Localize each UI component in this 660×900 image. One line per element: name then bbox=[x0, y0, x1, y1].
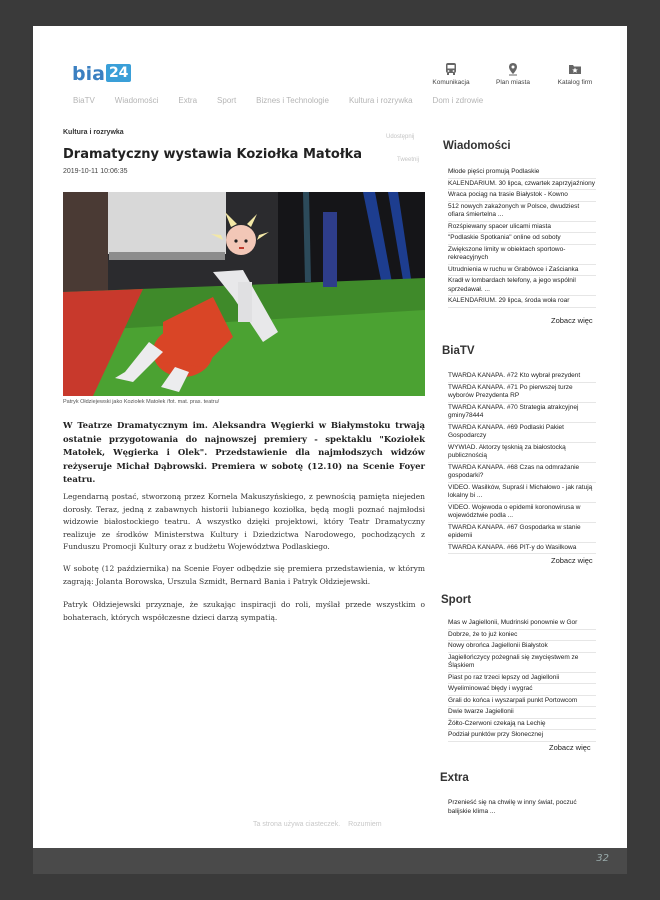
list-item[interactable]: Młode pięści promują Podlaskie bbox=[448, 167, 596, 179]
nav-item-wiadomosci[interactable]: Wiadomości bbox=[114, 96, 159, 105]
main-nav bbox=[73, 96, 483, 105]
article-photo bbox=[63, 192, 425, 396]
cookie-text: Ta strona używa ciasteczek. bbox=[253, 821, 341, 828]
scanned-page bbox=[33, 26, 627, 874]
list-item[interactable]: Nowy obrońca Jagiellonii Białystok bbox=[448, 641, 596, 653]
nav-item-extra[interactable]: Extra bbox=[178, 96, 198, 105]
list-item[interactable]: KALENDARIUM. 30 lipca, czwartek zaprzyjaźniony bbox=[448, 179, 596, 191]
list-item[interactable]: TWARDA KANAPA. #68 Czas na odmrażanie gospodarki? bbox=[448, 463, 596, 483]
list-item[interactable]: Rozśpiewany spacer ulicami miasta bbox=[448, 222, 596, 234]
header-tools bbox=[429, 62, 597, 86]
article-paragraph: W sobotę (12 października) na Scenie Foyer odbędzie się premiera przedstawienia, w którym zagrają: Jolanta Borowska, Urszula Szmidt, Bernard Bania i Patryk Ołdziejewski. bbox=[63, 564, 425, 586]
article-paragraph: Legendarną postać, stworzoną przez Kornela Makuszyńskiego, z pewnością pamięta niejeden dorosły. Teraz, jedną z zabawnych historii lubianego koziołka, będą mogli poznać najmłodsi widzowie białostockiego teatru. A wszystko dzięki projektowi, który Teatr Dramatyczny realizuje ze środków Ministerstwa Kultury i Dziedzictwa Narodowego, pochodzących z Funduszu Promocji Kultury oraz z budżetu Województwa Podlaskiego. bbox=[63, 492, 425, 551]
tool-label: Plan miasta bbox=[496, 79, 530, 86]
nav-item-biznes[interactable]: Biznes i Technologie bbox=[256, 96, 329, 105]
star-folder-icon bbox=[568, 62, 582, 76]
list-item[interactable]: "Podlaskie Spotkania" online od soboty bbox=[448, 233, 596, 245]
cookie-banner bbox=[253, 821, 382, 828]
list-item[interactable]: Jagiellończycy pożegnali się zwycięstwem ze Śląskiem bbox=[448, 653, 596, 673]
article-lead: W Teatrze Dramatycznym im. Aleksandra Węgierki w Białymstoku trwają ostatnie przygotowania do najnowszej premiery - spektaklu "Koziołek Matołek, Węgierka i Olek". Przedstawienie dla najmłodszych widzów reżyseruje Michał Dąbrowski. Premiera w sobotę (12.10) na Scenie Foyer teatru. bbox=[63, 421, 425, 485]
list-item[interactable]: TWARDA KANAPA. #70 Strategia atrakcyjnej gminy78444 bbox=[448, 403, 596, 423]
more-link-wiadomosci[interactable]: Zobacz więc bbox=[551, 316, 593, 325]
list-item[interactable]: Dwie twarze Jagiellonii bbox=[448, 707, 596, 719]
cookie-accept-button[interactable]: Rozumiem bbox=[348, 821, 382, 828]
list-item[interactable]: Żółto-Czerwoni czekają na Lechię bbox=[448, 719, 596, 731]
share-button[interactable]: Udostępnij bbox=[386, 134, 415, 140]
tweet-button[interactable]: Tweetnij bbox=[397, 157, 420, 163]
list-item[interactable]: Mas w Jagiellonii, Mudrinski ponownie w Gor bbox=[448, 618, 596, 630]
sidebar-list-sport bbox=[448, 618, 596, 742]
page-number-mark: 32 bbox=[596, 853, 609, 864]
list-item[interactable]: Kradł w lombardach telefony, a jego wspólnil sprzedawał. ... bbox=[448, 276, 596, 296]
nav-item-sport[interactable]: Sport bbox=[217, 96, 237, 105]
bus-icon bbox=[444, 62, 458, 76]
sidebar-heading-sport[interactable]: Sport bbox=[441, 594, 472, 606]
nav-item-biatv[interactable]: BiaTV bbox=[73, 96, 95, 105]
more-link-biatv[interactable]: Zobacz więc bbox=[551, 556, 593, 565]
article-date: 2019-10-11 10:06:35 bbox=[63, 168, 128, 175]
photo-caption: Patryk Ołdziejewski jako Koziołek Matołek /fot. mat. pras. teatru/ bbox=[63, 399, 220, 405]
list-item[interactable]: Podział punktów przy Słonecznej bbox=[448, 730, 596, 742]
list-item[interactable]: TWARDA KANAPA. #67 Gospodarka w stanie epidemii bbox=[448, 523, 596, 543]
list-item[interactable]: Piast po raz trzeci lepszy od Jagiellonii bbox=[448, 673, 596, 685]
list-item[interactable]: Utrudnienia w ruchu w Grabówce i Zaścianka bbox=[448, 265, 596, 277]
sidebar-heading-wiadomosci[interactable]: Wiadomości bbox=[443, 140, 511, 152]
tool-komunikacja[interactable] bbox=[429, 62, 473, 86]
sidebar-heading-extra[interactable]: Extra bbox=[440, 772, 469, 784]
bottom-strip bbox=[33, 848, 627, 874]
list-item[interactable]: TWARDA KANAPA. #66 PIT-y do Wasilkowa bbox=[448, 543, 596, 555]
list-item[interactable]: TWARDA KANAPA. #69 Podlaski Pakiet Gospodarczy bbox=[448, 423, 596, 443]
list-item[interactable]: VIDEO. Wojewoda o epidemii koronowirusa w województwie podla ... bbox=[448, 503, 596, 523]
list-item[interactable]: Wraca pociąg na trasie Białystok - Kowno bbox=[448, 190, 596, 202]
sidebar-heading-biatv[interactable]: BiaTV bbox=[442, 345, 475, 357]
nav-item-dom[interactable]: Dom i zdrowie bbox=[432, 96, 484, 105]
list-item[interactable]: Zwiększone limity w obiektach sportowo-rekreacyjnych bbox=[448, 245, 596, 265]
tool-plan-miasta[interactable] bbox=[491, 62, 535, 86]
list-item[interactable]: Grali do końca i wyszarpali punkt Portowcom bbox=[448, 696, 596, 708]
list-item[interactable]: TWARDA KANAPA. #71 Po pierwszej turze wyborów Prezydenta RP bbox=[448, 383, 596, 403]
article-paragraph: Patryk Ołdziejewski przyznaje, że szukając inspiracji do roli, myślał przede wszystkim o bohaterach, których współczesne dzieci darzą sympatią. bbox=[63, 600, 425, 622]
list-item[interactable]: 512 nowych zakażonych w Polsce, dwudziest ofiara śmiertelna ... bbox=[448, 202, 596, 222]
sidebar-list-wiadomosci bbox=[448, 167, 596, 308]
list-item[interactable]: TWARDA KANAPA. #72 Kto wybrał prezydent bbox=[448, 371, 596, 383]
tool-label: Katalog firm bbox=[557, 79, 593, 86]
more-link-sport[interactable]: Zobacz więc bbox=[549, 743, 591, 752]
tool-katalog-firm[interactable] bbox=[553, 62, 597, 86]
logo-badge: 24 bbox=[106, 64, 131, 82]
list-item[interactable]: Wyeliminować błędy i wygrać bbox=[448, 684, 596, 696]
list-item[interactable]: KALENDARIUM. 29 lipca, środa woła roar bbox=[448, 296, 596, 308]
list-item[interactable]: VIDEO. Wasilków, Supraśl i Michałowo - jak ratują lokalny bi ... bbox=[448, 483, 596, 503]
list-item[interactable]: Przenieść się na chwilę w inny świat, poczuć balijskie klima ... bbox=[448, 799, 577, 815]
logo-text: bia bbox=[72, 63, 105, 85]
site-logo[interactable] bbox=[72, 63, 131, 85]
sidebar-list-extra bbox=[448, 798, 596, 817]
tool-label: Komunikacja bbox=[432, 79, 470, 86]
map-pin-icon bbox=[506, 62, 520, 76]
nav-item-kultura[interactable]: Kultura i rozrywka bbox=[348, 96, 413, 105]
list-item[interactable]: WYWIAD. Aktorzy tęsknią za białostocką publicznością bbox=[448, 443, 596, 463]
article-category[interactable]: Kultura i rozrywka bbox=[63, 129, 124, 136]
list-item[interactable]: Dobrze, że to już koniec bbox=[448, 630, 596, 642]
article-title: Dramatyczny wystawia Koziołka Matołka bbox=[63, 147, 363, 162]
sidebar-list-biatv bbox=[448, 371, 596, 554]
